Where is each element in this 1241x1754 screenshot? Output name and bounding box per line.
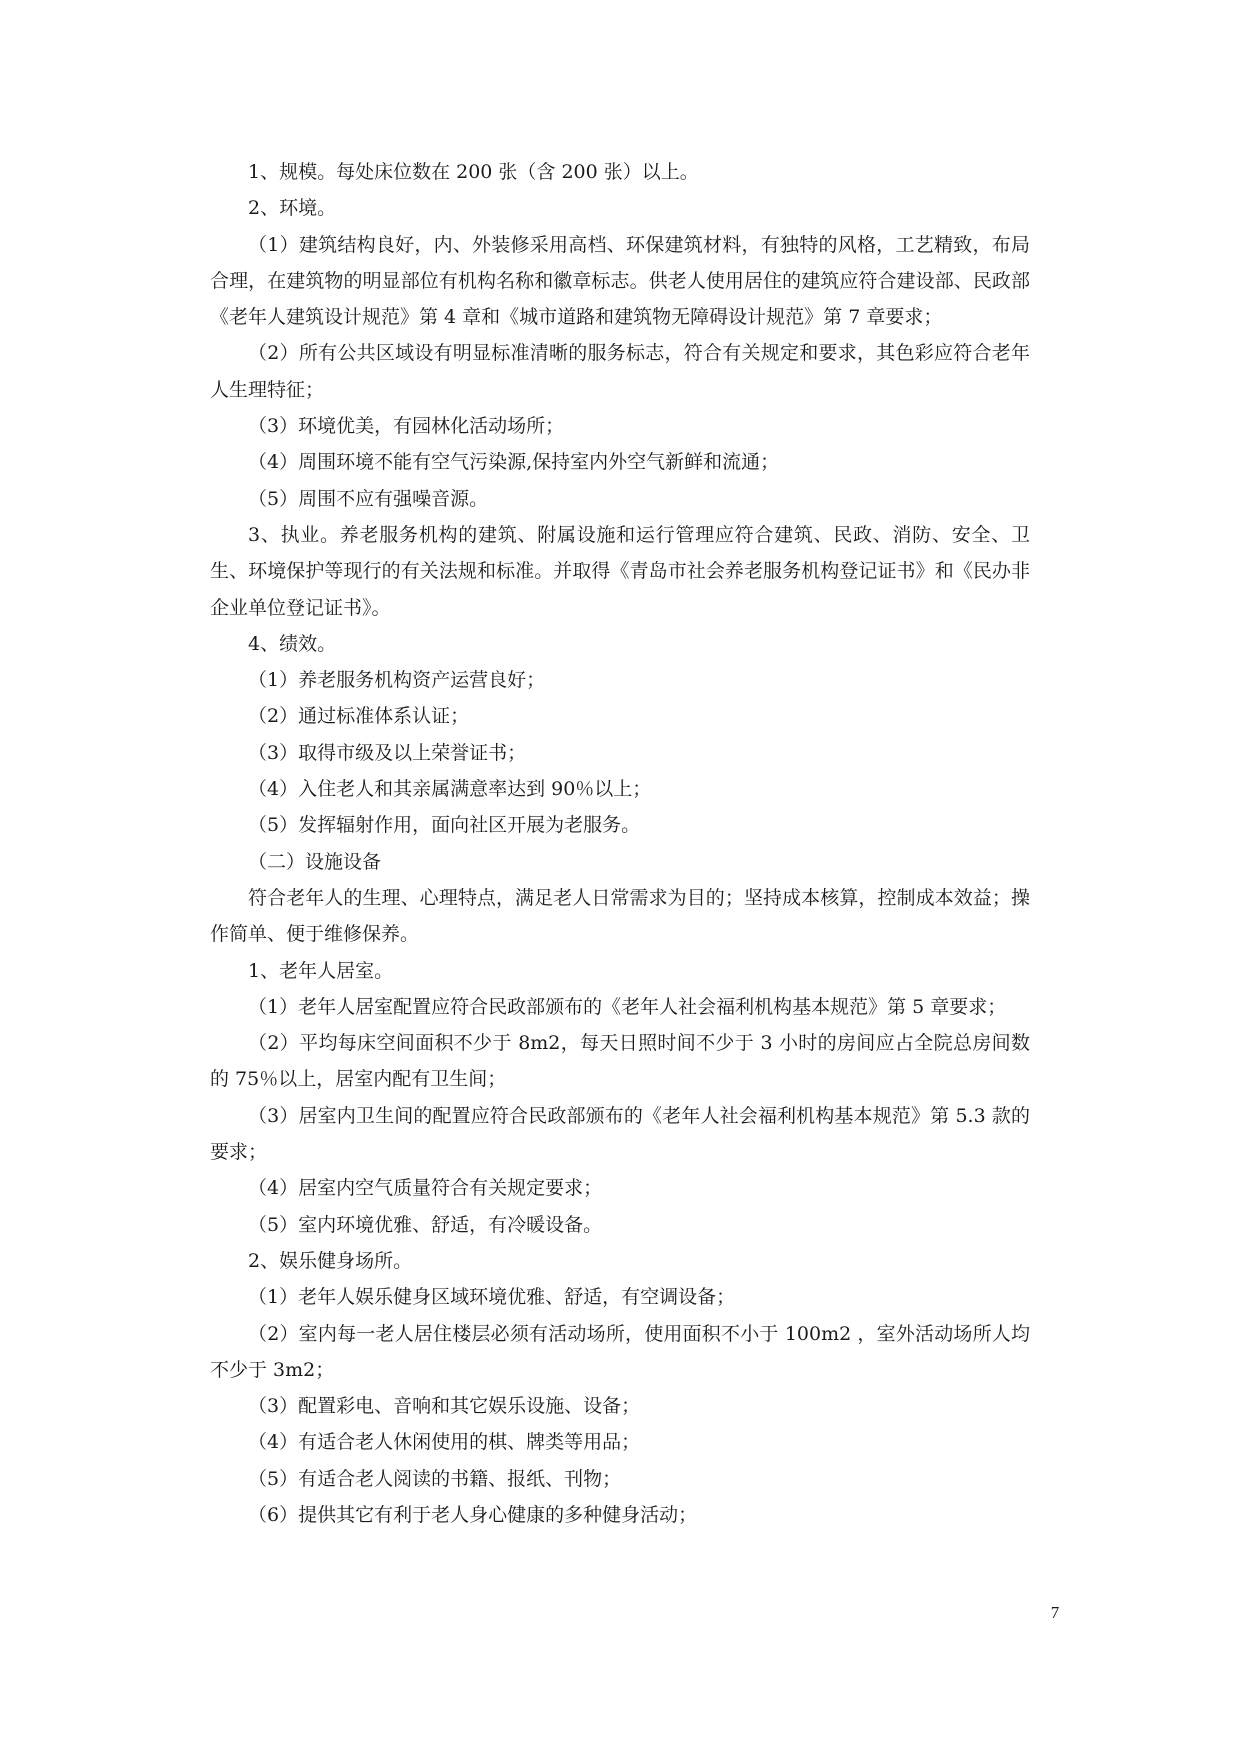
paragraph: （3）居室内卫生间的配置应符合民政部颁布的《老年人社会福利机构基本规范》第 5.3 款的要求； — [210, 1104, 1030, 1164]
paragraph: （6）提供其它有利于老人身心健康的多种健身活动； — [248, 1503, 698, 1526]
body-text — [210, 154, 1030, 1533]
paragraph: （1）老年人居室配置应符合民政部颁布的《老年人社会福利机构基本规范》第 5 章要求； — [248, 995, 1007, 1018]
paragraph: （2）通过标准体系认证； — [248, 705, 470, 728]
section-heading: （二）设施设备 — [248, 850, 382, 873]
paragraph: （4）入住老人和其亲属满意率达到 90％以上； — [248, 778, 652, 801]
paragraph: （5）发挥辐射作用，面向社区开展为老服务。 — [248, 814, 641, 837]
paragraph: （3）配置彩电、音响和其它娱乐设施、设备； — [248, 1395, 641, 1418]
paragraph: （2）所有公共区域设有明显标准清晰的服务标志，符合有关规定和要求，其色彩应符合老年人生理特征； — [210, 342, 1030, 401]
paragraph: （4）有适合老人休闲使用的棋、牌类等用品； — [248, 1431, 641, 1454]
paragraph: 1、老年人居室。 — [248, 959, 394, 982]
paragraph: 符合老年人的生理、心理特点，满足老人日常需求为目的；坚持成本核算，控制成本效益；操作简单、便于维修保养。 — [210, 886, 1030, 946]
paragraph: （5）有适合老人阅读的书籍、报纸、刊物； — [248, 1467, 622, 1490]
paragraph: （3）环境优美，有园林化活动场所； — [248, 415, 565, 438]
paragraph: （3）取得市级及以上荣誉证书； — [248, 741, 527, 764]
paragraph: （2）平均每床空间面积不少于 8m2，每天日照时间不少于 3 小时的房间应占全院总房间数的 75％以上，居室内配有卫生间； — [210, 1032, 1030, 1091]
paragraph: 2、环境。 — [248, 197, 337, 220]
paragraph: （2）室内每一老人居住楼层必须有活动场所，使用面积不小于 100m2 ，室外活动场所人均不少于 3m2； — [210, 1322, 1030, 1381]
paragraph: （4）周围环境不能有空气污染源,保持室内外空气新鲜和流通； — [248, 451, 780, 474]
paragraph: 1、规模。每处床位数在 200 张（含 200 张）以上。 — [248, 161, 699, 183]
paragraph: 2、娱乐健身场所。 — [248, 1249, 413, 1272]
paragraph: （5）周围不应有强噪音源。 — [248, 487, 489, 510]
paragraph: （1）建筑结构良好，内、外装修采用高档、环保建筑材料，有独特的风格，工艺精致，布局合理，在建筑物的明显部位有机构名称和徽章标志。供老人使用居住的建筑应符合建设部、民政部《老年人建筑设计规范》第 4 章和《城市道路和建筑物无障碍设计规范》第 7 章要求； — [210, 233, 1030, 329]
paragraph: （1）老年人娱乐健身区域环境优雅、舒适，有空调设备； — [248, 1286, 736, 1309]
paragraph: （1）养老服务机构资产运营良好； — [248, 669, 546, 692]
page-number: 7 — [1050, 1603, 1060, 1622]
paragraph: （5）室内环境优雅、舒适，有冷暖设备。 — [248, 1213, 603, 1236]
paragraph: （4）居室内空气质量符合有关规定要求； — [248, 1177, 603, 1200]
paragraph: 4、绩效。 — [248, 632, 337, 655]
paragraph: 3、执业。养老服务机构的建筑、附属设施和运行管理应符合建筑、民政、消防、安全、卫生、环境保护等现行的有关法规和标准。并取得《青岛市社会养老服务机构登记证书》和《民办非企业单位登记证书》。 — [210, 523, 1030, 619]
